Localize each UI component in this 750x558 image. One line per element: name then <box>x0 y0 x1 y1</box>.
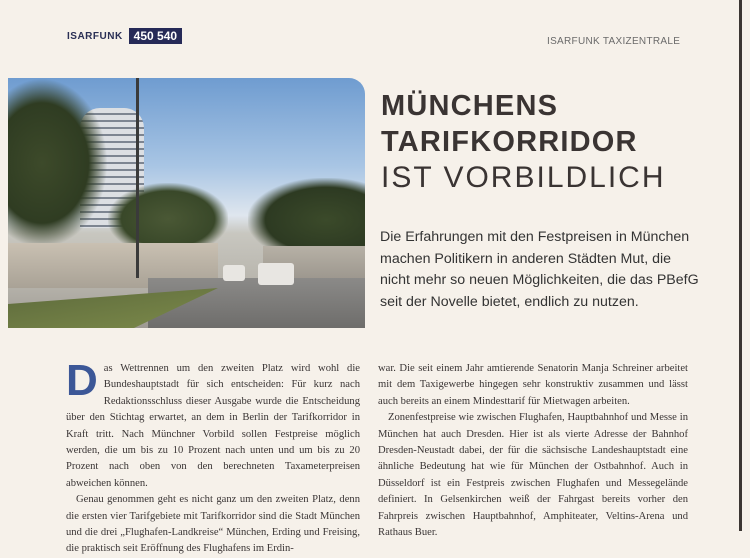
logo-wordmark: ISARFUNK <box>67 30 123 42</box>
street-lamp <box>136 78 139 278</box>
headline-line-1: MÜNCHENS <box>381 90 559 122</box>
isarfunk-logo <box>67 28 182 44</box>
paragraph: war. Die seit einem Jahr amtierende Senatorin Manja Schreiner arbeitet mit dem Taxigewerbe hingegen sehr konstruktiv zusammen und lässt auch bereits an einem Mindesttarif für Mietwagen arbeiten. <box>378 363 688 407</box>
logo-phone-number: 450 540 <box>129 28 182 44</box>
body-column-left <box>66 356 360 558</box>
body-column-right <box>378 361 688 541</box>
paragraph: Zonenfestpreise wie zwischen Flughafen, Hauptbahnhof und Messe in München hat auch Dresden. Hier ist als vierte Adresse der Bahnhof Dresden-Neustadt dabei, der für die sächsische Landeshauptstadt eine ähnliche Bedeutung hat wie für München der Ostbahnhof. Auch in Düsseldorf ist ein Festpreis zwischen Flughafen und Messegelände definiert. In Gelsenkirchen weiß der Fahrgast bereits vorher den Fahrpreis zwischen Hauptbahnhof, Amphiteater, Veltins-Arena und Rathaus Buer. <box>378 412 688 539</box>
trees-middle <box>108 183 228 243</box>
paragraph: as Wettrennen um den zweiten Platz wird wohl die Bundeshauptstadt für sich entscheiden: Für kurz nach Redaktionsschluss dieser Ausgabe wurde die Entscheidung über den Stichtag erwartet, an dem in Berlin der Tarifkorridor in Kraft tritt. Nach Münchner Vorbild sollen Festpreise möglich werden, die um bis zu 10 Prozent nach unten und um bis zu 20 Prozent nach oben von den berechneten Taxameterpreisen abweichen können. <box>66 363 360 489</box>
page-edge <box>739 0 742 531</box>
article-photo <box>8 78 365 328</box>
drop-cap: D <box>66 356 98 405</box>
article-deck: Die Erfahrungen mit den Festpreisen in München machen Politikern in anderen Städten Mut, die nicht mehr so neuen Möglichkeiten, die das PBefG seit der Novelle bietet, endlich zu nutzen. <box>380 229 699 310</box>
paragraph: Genau genommen geht es nicht ganz um den zweiten Platz, denn die ersten vier Tarifgebiete mit Tarifkorridor sind die Stadt München und die drei „Flughafen-Landkreise“ München, Erding und Freising, die praktisch seit Eröffnung des Flughafens im Erdin- <box>66 494 360 555</box>
headline-line-3: IST VORBILDLICH <box>381 161 666 194</box>
section-label: ISARFUNK TAXIZENTRALE <box>547 36 681 47</box>
car <box>223 265 245 281</box>
headline-line-2: TARIFKORRIDOR <box>381 126 638 158</box>
trees-left <box>8 78 108 248</box>
car <box>258 263 294 285</box>
headline <box>381 88 666 196</box>
trees-right <box>248 178 365 248</box>
